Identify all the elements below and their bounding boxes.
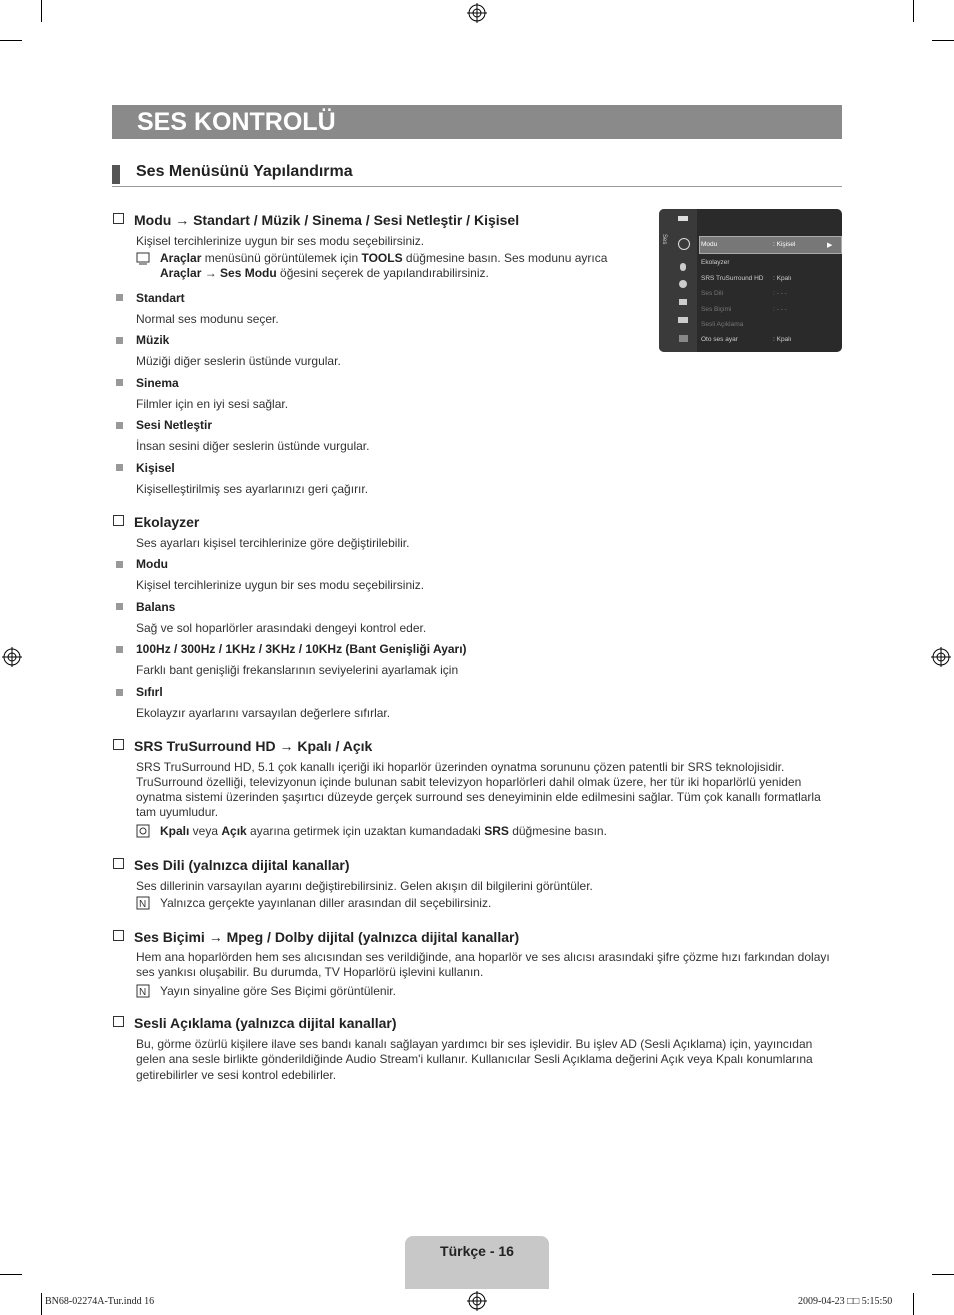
srs-paragraph-line: oynatma sistemi üzerinden şaşırtıcı düzeyde gerçek surround ses deneyiminin elde edilmesini sağlar. Tüm çok kanallı formatlarla bbox=[136, 790, 821, 804]
square-bullet-icon bbox=[116, 337, 123, 344]
item-description: Farklı bant genişliği frekanslarının seviyelerini ayarlamak için bbox=[136, 663, 459, 677]
square-bullet-icon bbox=[116, 689, 123, 696]
aciklama-paragraph-line: gelen ana sesle birlikte gönderildiğinde Audio Stream'i kullanır. Kullanıcılar Sesli Açıklama değerini Açık veya Kpalı konumlarına bbox=[136, 1052, 813, 1066]
menu-row-value: : - - - bbox=[773, 290, 787, 297]
checkbox-bullet-icon bbox=[113, 930, 124, 941]
square-bullet-icon bbox=[116, 603, 123, 610]
item-label: Sıfırl bbox=[136, 685, 163, 699]
registration-mark-icon bbox=[931, 647, 951, 667]
setup-icon bbox=[679, 280, 687, 288]
menu-side-label: Ses bbox=[661, 234, 667, 245]
section-subtitle bbox=[112, 162, 842, 187]
item-description: Kişisel tercihlerinize uygun bir ses modu seçebilirsiniz. bbox=[136, 578, 425, 592]
square-bullet-icon bbox=[116, 379, 123, 386]
bicim-note: Yayın sinyaline göre Ses Biçimi görüntülenir. bbox=[160, 984, 396, 998]
bicim-paragraph-line: ses yankısı oluşabilir. Bu durumda, TV Hoparlörü işlevini kullanın. bbox=[136, 965, 484, 979]
dil-description: Ses dillerinin varsayılan ayarını değiştirebilirsiniz. Gelen akışın dil bilgilerini görüntüler. bbox=[136, 879, 593, 893]
section-heading-ekolayzer: Ekolayzer bbox=[113, 514, 199, 530]
menu-row-value: : Kpalı bbox=[773, 275, 792, 282]
checkbox-bullet-icon bbox=[113, 739, 124, 750]
note-icon bbox=[136, 896, 150, 910]
aciklama-paragraph-line: Bu, görme özürlü kişilere ilave ses bandı kanalı sağlayan yardımcı bir ses işlevidir. Bu işlev AD (Sesli Açıklama) için, yayıncıdan bbox=[136, 1037, 813, 1051]
modu-description: Kişisel tercihlerinize uygun bir ses modu seçebilirsiniz. bbox=[136, 234, 425, 248]
menu-sidebar bbox=[659, 209, 697, 352]
channel-icon bbox=[680, 263, 686, 271]
crop-mark bbox=[0, 1274, 22, 1275]
item-description: Filmler için en iyi sesi sağlar. bbox=[136, 397, 289, 411]
square-bullet-icon bbox=[116, 464, 123, 471]
ekolayzer-description: Ses ayarları kişisel tercihlerinize göre değiştirilebilir. bbox=[136, 536, 410, 550]
registration-mark-icon bbox=[2, 647, 22, 667]
section-heading-ses-bicimi: Ses Biçimi → Mpeg / Dolby dijital (yalnızca dijital kanallar) bbox=[113, 929, 519, 945]
menu-row-label: SRS TruSurround HD bbox=[701, 275, 764, 282]
checkbox-bullet-icon bbox=[113, 515, 124, 526]
section-heading-ses-dili: Ses Dili (yalnızca dijital kanallar) bbox=[113, 857, 350, 873]
bicim-paragraph-line: Hem ana hoparlörden hem ses alıcısından ses verildiğinde, ana hoparlör ve ses alıcısı arasındaki şifre çözme hızı farkından dolayı bbox=[136, 950, 830, 964]
srs-note: Kpalı veya Açık ayarına getirmek için uzaktan kumandadaki SRS düğmesine basın. bbox=[160, 824, 607, 838]
item-description: Sağ ve sol hoparlörler arasındaki dengeyi kontrol eder. bbox=[136, 621, 427, 635]
menu-row-label: Ekolayzer bbox=[701, 259, 730, 266]
menu-row-label: Oto ses ayar bbox=[701, 336, 738, 343]
checkbox-bullet-icon bbox=[113, 213, 124, 224]
registration-mark-icon bbox=[467, 1291, 487, 1311]
square-bullet-icon bbox=[116, 294, 123, 301]
crop-mark bbox=[932, 1274, 954, 1275]
note-icon bbox=[136, 984, 150, 998]
item-label: Sinema bbox=[136, 376, 179, 390]
menu-row-label: Modu bbox=[701, 241, 718, 248]
item-description: Müziği diğer seslerin üstünde vurgular. bbox=[136, 354, 341, 368]
item-description: Kişiselleştirilmiş ses ayarlarınızı geri çağırır. bbox=[136, 482, 369, 496]
crop-mark bbox=[913, 1293, 914, 1315]
item-description: Normal ses modunu seçer. bbox=[136, 312, 279, 326]
item-label: Balans bbox=[136, 600, 176, 614]
srs-paragraph-line: TruSurround özelliği, televizyonun içinde bulunan sabit televizyon hoparlörleri dahil olmak üzere, her tür iki hoparlörlü yeniden bbox=[136, 775, 802, 789]
menu-row-value: : Kişisel bbox=[773, 241, 796, 248]
menu-row-value: : Kpalı bbox=[773, 336, 792, 343]
menu-row-label: Ses Biçimi bbox=[701, 306, 732, 313]
tools-note-line2: Araçlar → Ses Modu öğesini seçerek de yapılandırabilirsiniz. bbox=[160, 266, 489, 280]
registration-mark-icon bbox=[467, 3, 487, 23]
section-heading-sesli-aciklama: Sesli Açıklama (yalnızca dijital kanallar) bbox=[113, 1015, 397, 1031]
item-label: Sesi Netleştir bbox=[136, 418, 213, 432]
aciklama-paragraph-line: getirebilirler ve sesi kontrol edebilirler. bbox=[136, 1068, 337, 1082]
print-date: 2009-04-23 □□ 5:15:50 bbox=[798, 1296, 893, 1307]
item-label: Standart bbox=[136, 291, 185, 305]
square-bullet-icon bbox=[116, 422, 123, 429]
sound-menu-screenshot bbox=[659, 209, 842, 352]
item-description: Ekolayzır ayarlarını varsayılan değerlere sıfırlar. bbox=[136, 706, 391, 720]
menu-row-value: : - - - bbox=[773, 306, 787, 313]
crop-mark bbox=[41, 0, 42, 22]
section-heading-modu: Modu → Standart / Müzik / Sinema / Sesi Netleştir / Kişisel bbox=[113, 212, 519, 228]
square-bullet-icon bbox=[116, 561, 123, 568]
file-info: BN68-02274A-Tur.indd 16 bbox=[45, 1296, 155, 1307]
item-label: Modu bbox=[136, 557, 168, 571]
menu-row-label: Ses Dili bbox=[701, 290, 724, 297]
input-icon bbox=[679, 299, 687, 305]
tools-note-icon bbox=[136, 252, 150, 266]
checkbox-bullet-icon bbox=[113, 858, 124, 869]
sound-icon bbox=[678, 238, 690, 250]
menu-highlight bbox=[699, 236, 842, 254]
page-title-bar bbox=[112, 105, 842, 139]
remote-note-icon bbox=[136, 824, 150, 838]
application-icon bbox=[678, 317, 688, 323]
menu-row-label: Sesli Açıklama bbox=[701, 321, 744, 328]
subtitle-text: Ses Menüsünü Yapılandırma bbox=[136, 163, 353, 180]
square-bullet-icon bbox=[116, 646, 123, 653]
page-title: SES KONTROLÜ bbox=[137, 108, 336, 136]
arrow-right-icon: ▶ bbox=[827, 242, 833, 249]
crop-mark bbox=[0, 40, 22, 41]
section-heading-srs: SRS TruSurround HD → Kpalı / Açık bbox=[113, 738, 372, 754]
dil-note: Yalnızca gerçekte yayınlanan diller arasından dil seçebilirsiniz. bbox=[160, 896, 492, 910]
svg-text:N: N bbox=[139, 987, 147, 998]
page-number: Türkçe - 16 bbox=[440, 1243, 514, 1259]
checkbox-bullet-icon bbox=[113, 1016, 124, 1027]
srs-paragraph-line: SRS TruSurround HD, 5.1 çok kanallı içeriği iki hoparlör üzerinden oynatma sorununu çözen patentli bir SRS teknolojisidir. bbox=[136, 760, 785, 774]
support-icon bbox=[679, 335, 688, 342]
crop-mark bbox=[932, 40, 954, 41]
tools-note-line1: Araçlar menüsünü görüntülemek için TOOLS düğmesine basın. Ses modunu ayrıca bbox=[160, 251, 608, 265]
item-label: Müzik bbox=[136, 333, 170, 347]
subtitle-marker bbox=[112, 165, 120, 184]
item-label: Kişisel bbox=[136, 461, 175, 475]
svg-text:N: N bbox=[139, 899, 147, 910]
crop-mark bbox=[913, 0, 914, 22]
page-number-tab bbox=[405, 1236, 549, 1289]
item-description: İnsan sesini diğer seslerin üstünde vurgular. bbox=[136, 439, 370, 453]
item-label: 100Hz / 300Hz / 1KHz / 3KHz / 10KHz (Bant Genişliği Ayarı) bbox=[136, 642, 467, 656]
picture-icon bbox=[678, 216, 688, 221]
srs-paragraph-line: tam uyumludur. bbox=[136, 805, 219, 819]
crop-mark bbox=[41, 1293, 42, 1315]
